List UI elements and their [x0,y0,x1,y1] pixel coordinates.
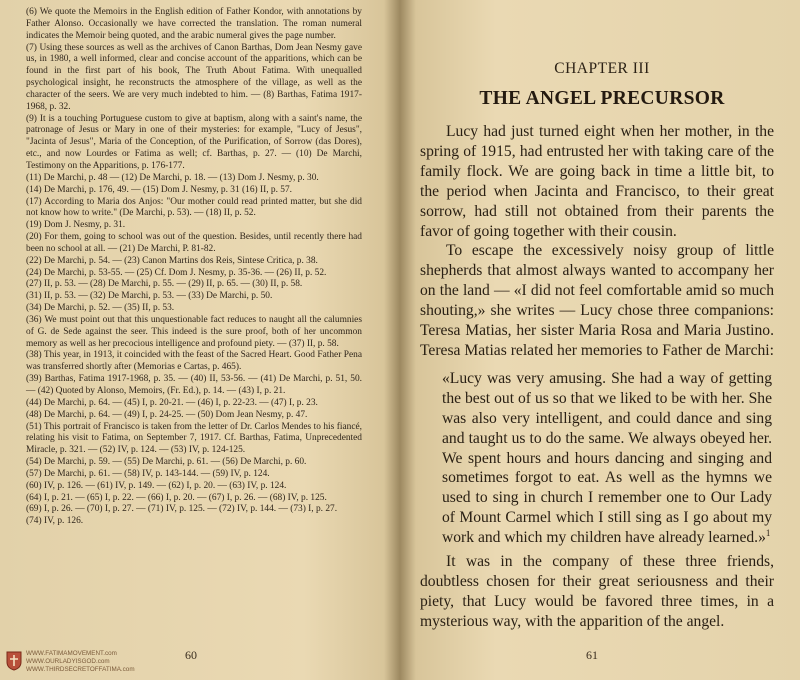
footnote-marker[interactable]: 1 [765,527,771,538]
endnote: (19) Dom J. Nesmy, p. 31. [26,220,126,231]
endnote: (38) This year, in 1913, it coincided with the feast of the Sacred Heart. Good Father Pena was transferred shortly after (Memorias e Cartas, p. 465). [26,350,362,373]
endnote: (17) According to Maria dos Anjos: "Our mother could read printed matter, but she did not know how to write." (De Marchi, p. 53). — (18) II, p. 52. [26,196,362,219]
watermark-url[interactable]: WWW.THIRDSECRETOFFATIMA.com [26,666,135,673]
body-paragraph: To escape the excessively noisy group of little shepherds that almost always wanted to accompany her on the land — «I did not feel comfortable amid so much shouting,» she writes — Lucy chose three companions: Teresa Matias, her sister Maria Rosa and Maria Justino. Teresa Matias related her memories to Father de Marchi: [420,242,774,359]
quote-text: «Lucy was very amusing. She had a way of getting the best out of us so that we liked to be with her. She was also very intelligent, and could dance and sing and taught us to do the same. We always obeyed her. We spent hours and hours dancing and singing and sometimes forgot to eat. As well as the hymns we used to sing in church I remember one to Our Lady of Mount Carmel which I still sing as I go about my work and which my children have already learned.» [442,369,772,547]
left-page [0,0,396,680]
endnote: (69) I, p. 26. — (70) I, p. 27. — (71) IV, p. 125. — (72) IV, p. 144. — (73) I, p. 27. [26,504,338,515]
endnote: (34) De Marchi, p. 52. — (35) II, p. 53. [26,303,175,314]
endnotes [26,7,362,528]
endnote: (39) Barthas, Fatima 1917-1968, p. 35. — (40) II, 53-56. — (41) De Marchi, p. 51, 50. — (42) Quoted by Alonso, Memoirs, (Fr. Ed.), p. 14. — (43) I, p. 21. [26,374,362,396]
endnote: (11) De Marchi, p. 48 — (12) De Marchi, p. 18. — (13) Dom J. Nesmy, p. 30. [26,172,319,183]
right-page [404,0,800,680]
body-paragraph: It was in the company of these three friends, doubtless chosen for their great seriousness and their piety, that Lucy would be favored three times, in a mysterious way, with the apparition of the angel. [420,553,774,630]
shield-logo-icon [6,651,22,671]
endnote: (74) IV, p. 126. [26,516,84,527]
endnote: (51) This portrait of Francisco is taken from the letter of Dr. Carlos Mendes to his fiancé, relating his visit to Fatima, on September 7, 1917. Cf. Barthas, Fatima, Unprecedented Miracle, p. 321. — (52) IV, p. 124. — (53) IV, p. 124-125. [26,421,362,456]
chapter-title: THE ANGEL PRECURSOR [479,88,725,109]
endnote: (48) De Marchi, p. 64. — (49) I, p. 24-25. — (50) Dom Jean Nesmy, p. 47. [26,409,308,420]
endnote: (54) De Marchi, p. 59. — (55) De Marchi, p. 61. — (56) De Marchi, p. 60. [26,457,307,468]
endnote: (57) De Marchi, p. 61. — (58) IV, p. 143-144. — (59) IV, p. 124. [26,468,270,479]
chapter-body [420,122,774,632]
endnote: (44) De Marchi, p. 64. — (45) I, p. 20-21. — (46) I, p. 22-23. — (47) I, p. 23. [26,397,318,408]
watermark-url[interactable]: WWW.OURLADYISGOD.com [26,658,110,665]
endnote: (14) De Marchi, p. 176, 49. — (15) Dom J. Nesmy, p. 31 (16) II, p. 57. [26,184,293,195]
endnote: (60) IV, p. 126. — (61) IV, p. 149. — (62) I, p. 20. — (63) IV, p. 124. [26,480,287,491]
body-paragraph: Lucy had just turned eight when her mother, in the spring of 1915, had entrusted her with taking care of the family flock. We are going back in time a little bit, to the period when Jacinta and Francisco, to their great sorrow, had still not obtained from their parents the favor of going together with their cousin. [420,123,774,240]
endnote: (7) Using these sources as well as the archives of Canon Barthas, Dom Jean Nesmy gave us, in 1980, a well informed, clear and concise account of the apparitions, which can be found in the first part of his book, The Truth About Fatima. With unequalled psychological insight, he reconstructs the atmosphere of the village, as well as the character of the seers. We are very much indebted to him. — (8) Barthas, Fatima 1917-1968, p. 32. [26,42,362,112]
chapter-label: CHAPTER III [554,60,650,77]
endnote: (22) De Marchi, p. 54. — (23) Canon Martins dos Reis, Sintese Critica, p. 38. [26,255,318,266]
endnote: (6) We quote the Memoirs in the English edition of Father Kondor, with annotations by Father Alonso. Occasionally we have corrected the translation. The roman numeral indicates the Memoir being quoted, and the arabic numeral gives the page number. [26,7,362,41]
endnote: (64) I, p. 21. — (65) I, p. 22. — (66) I, p. 20. — (67) I, p. 26. — (68) IV, p. 125. [26,492,327,503]
endnote: (9) It is a touching Portuguese custom to give at baptism, along with a saint's name, the patronage of Jesus or Mary in one of their mysteries: for example, "Lucy of Jesus", "Jacinta of Jesus", Maria of the Conception, of the Purification, of Sorrow (das Dores), etc., and now Lourdes or Fatima as well; cf. Barthas, p. 27. — (10) De Marchi, Testimony on the Apparitions, p. 176-177. [26,113,362,171]
watermark-url[interactable]: WWW.FATIMAMOVEMENT.com [26,650,117,657]
endnote: (31) II, p. 53. — (32) De Marchi, p. 53. — (33) De Marchi, p. 50. [26,291,273,302]
endnote: (36) We must point out that this unquestionable fact reduces to naught all the calumnies of G. de Sede against the seer. This indeed is the sure proof, both of her uncommon memory as well as her precocious intelligence and profound piety. — (37) II, p. 58. [26,314,362,349]
watermark-urls [26,650,135,674]
endnote: (27) II, p. 53. — (28) De Marchi, p. 55. — (29) II, p. 65. — (30) II, p. 58. [26,279,303,290]
endnote: (24) De Marchi, p. 53-55. — (25) Cf. Dom J. Nesmy, p. 35-36. — (26) II, p. 52. [26,267,327,278]
block-quote [420,369,774,548]
endnote: (20) For them, going to school was out of the question. Besides, until recently there had been no school at all. — (21) De Marchi, P. 81-82. [26,232,362,254]
page-number-right: 61 [586,648,598,662]
page-number-left: 60 [185,648,197,662]
